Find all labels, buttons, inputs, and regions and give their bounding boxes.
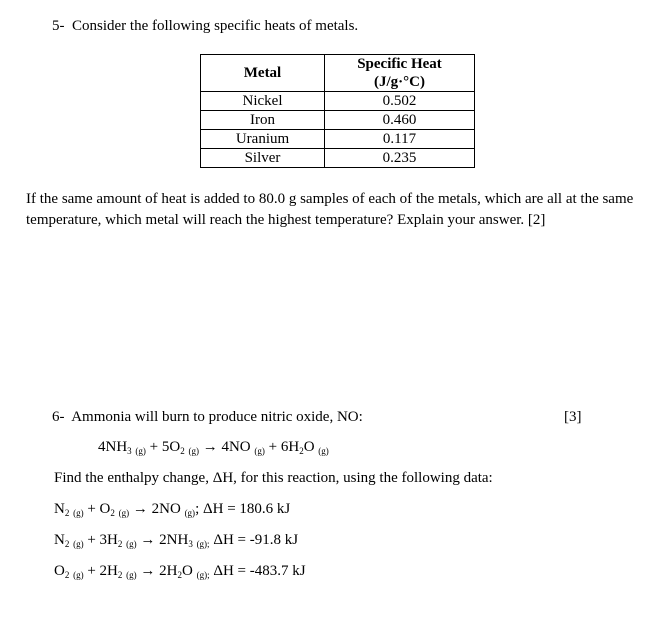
- question-6-number: 6-: [52, 409, 65, 425]
- eq-phase: (g): [126, 539, 137, 549]
- header-metal: Metal: [201, 55, 325, 92]
- eq-text: 4NO: [217, 439, 255, 455]
- specific-heat-table: [200, 54, 475, 168]
- table-row: [201, 111, 475, 130]
- question-6-marks: [3]: [564, 409, 582, 425]
- heat-cell: 0.117: [325, 130, 475, 149]
- eq-phase: (g): [184, 508, 196, 518]
- data-equation-3: [54, 563, 306, 580]
- header-specific-heat-title: Specific Heat: [357, 56, 442, 72]
- eq-text: 4NH: [98, 439, 128, 455]
- heat-cell: 0.235: [325, 149, 475, 168]
- eq-text: + 5O: [145, 439, 181, 455]
- heat-cell: 0.460: [325, 111, 475, 130]
- eq-subscript: 2: [64, 539, 70, 549]
- eq-phase: (g): [318, 446, 329, 456]
- question-5-heading: [52, 18, 358, 35]
- table-header-row: [201, 55, 475, 92]
- eq-subscript: 2: [299, 446, 304, 456]
- question-5-number: 5-: [52, 18, 65, 34]
- metal-cell: Silver: [201, 149, 325, 168]
- eq-phase: (g): [126, 570, 137, 580]
- eq-text: + 3H: [83, 532, 118, 548]
- eq-subscript: 2: [180, 446, 185, 456]
- eq-phase: (g): [188, 446, 199, 456]
- eq-subscript: 2: [117, 539, 123, 549]
- data-equation-1: [54, 501, 290, 518]
- eq-phase: (g): [118, 508, 130, 518]
- eq-phase: (g): [73, 570, 84, 580]
- eq-text: 2H: [155, 563, 178, 579]
- metal-cell: Nickel: [201, 92, 325, 111]
- main-reaction-equation: [98, 439, 329, 456]
- enthalpy-value: ΔH = -91.8 kJ: [209, 532, 299, 548]
- eq-subscript: 3: [188, 539, 193, 549]
- eq-text: O: [181, 563, 197, 579]
- eq-text: N: [54, 532, 65, 548]
- reaction-arrow-icon: →: [202, 439, 218, 455]
- data-equation-2: [54, 532, 298, 549]
- question-6-heading: [52, 409, 363, 426]
- question-5-text: If the same amount of heat is added to 80.0 g samples of each of the metals, which are all at the same temperature, which metal will reach the highest temperature? Explain your answer. [2]: [26, 191, 634, 228]
- reaction-arrow-icon: →: [132, 501, 148, 517]
- question-5-prompt: Consider the following specific heats of metals.: [72, 18, 359, 34]
- eq-subscript: 2: [64, 570, 70, 580]
- eq-phase: (g);: [196, 570, 210, 580]
- eq-text: N: [54, 501, 65, 517]
- eq-subscript: 2: [177, 570, 182, 580]
- table-row: [201, 130, 475, 149]
- table-row: [201, 92, 475, 111]
- question-6-prompt: Ammonia will burn to produce nitric oxide, NO:: [71, 409, 363, 425]
- eq-text: + O: [83, 501, 111, 517]
- eq-text: + 6H: [264, 439, 300, 455]
- eq-phase: (g): [73, 539, 84, 549]
- reaction-arrow-icon: →: [140, 563, 156, 579]
- eq-text: O: [54, 563, 65, 579]
- header-specific-heat: [325, 55, 475, 92]
- table-row: [201, 149, 475, 168]
- reaction-arrow-icon: →: [140, 532, 156, 548]
- metal-cell: Uranium: [201, 130, 325, 149]
- eq-text: 2NH: [155, 532, 189, 548]
- eq-phase: (g): [73, 508, 84, 518]
- eq-text: O: [303, 439, 319, 455]
- eq-text: + 2H: [83, 563, 118, 579]
- eq-subscript: 2: [117, 570, 123, 580]
- eq-phase: (g): [254, 446, 265, 456]
- eq-subscript: 3: [127, 446, 132, 456]
- enthalpy-value: ΔH = -483.7 kJ: [209, 563, 306, 579]
- enthalpy-value: ; ΔH = 180.6 kJ: [195, 501, 291, 517]
- eq-text: 2NO: [147, 501, 185, 517]
- eq-phase: (g): [135, 446, 146, 456]
- question-6-instruction: Find the enthalpy change, ΔH, for this reaction, using the following data:: [54, 470, 493, 486]
- eq-phase: (g);: [196, 539, 210, 549]
- header-specific-heat-unit: (J/g·°C): [374, 74, 425, 90]
- heat-cell: 0.502: [325, 92, 475, 111]
- eq-subscript: 2: [110, 508, 115, 518]
- eq-subscript: 2: [64, 508, 70, 518]
- metal-cell: Iron: [201, 111, 325, 130]
